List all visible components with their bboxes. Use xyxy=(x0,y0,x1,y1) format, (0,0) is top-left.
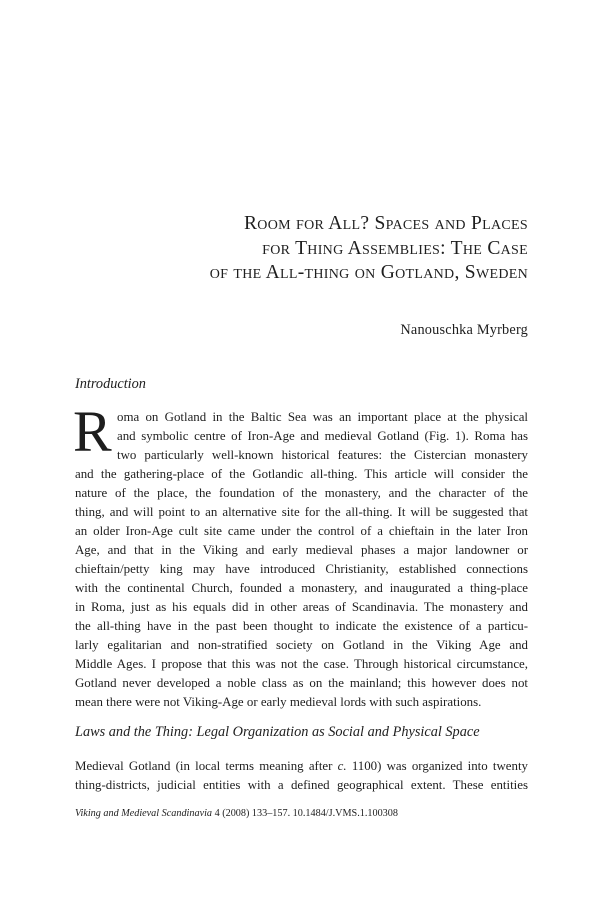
introduction-heading: Introduction xyxy=(75,376,146,392)
title-line: of the All-thing on Gotland, Sweden xyxy=(209,262,528,283)
page-footer xyxy=(75,808,398,819)
drop-cap: R xyxy=(73,399,112,464)
paragraph-line: and the gathering-place of the Gotlandic all-thing. This article will consider the xyxy=(75,467,528,481)
italic-abbreviation: c. xyxy=(337,759,347,773)
paragraph-line: Middle Ages. I propose that this was not the case. Through historical circumstance, xyxy=(75,657,528,671)
text-run: Medieval Gotland (in local terms meaning after xyxy=(75,759,338,773)
text-run: 1100) was organized into twenty xyxy=(346,759,528,773)
author-name: Nanouschka Myrberg xyxy=(400,322,528,338)
paragraph-line: mean there were not Viking-Age or early medieval lords with such aspirations. xyxy=(75,695,482,709)
paragraph-line: chieftain/petty king may have introduced Christianity, established connections xyxy=(75,562,528,576)
title-line: for Thing Assemblies: The Case xyxy=(262,237,528,259)
title-line: Room for All? Spaces and Places xyxy=(244,213,528,234)
paragraph-line: the all-thing have in the past been thought to indicate the existence of a particu- xyxy=(75,619,528,633)
citation: 4 (2008) 133–157. 10.1484/J.VMS.1.100308 xyxy=(212,808,398,819)
paragraph-line: nature of the place, the foundation of the monastery, and the character of the xyxy=(75,486,528,500)
paragraph-line: and symbolic centre of Iron-Age and medieval Gotland (Fig. 1). Roma has xyxy=(117,429,528,443)
laws-section-heading: Laws and the Thing: Legal Organization as Social and Physical Space xyxy=(75,724,480,740)
paragraph-line xyxy=(75,757,528,776)
paragraph-line: in Roma, just as his equals did in other areas of Scandinavia. The monastery and xyxy=(75,600,528,614)
article-title xyxy=(58,212,528,286)
paragraph-line: Age, and that in the Viking and early medieval phases a major landowner or xyxy=(75,543,528,557)
paragraph-line: larly egalitarian and non-stratified society on Gotland in the Viking Age and xyxy=(75,638,528,652)
paragraph-line: two particularly well-known historical features: the Cistercian monastery xyxy=(117,448,528,462)
paragraph-line: thing-districts, judicial entities with a defined geographical extent. These entities xyxy=(75,778,528,792)
paragraph-line: thing, and will point to an alternative site for the all-thing. It will be suggested that xyxy=(75,505,528,519)
paragraph-line: with the continental Church, founded a monastery, and inaugurated a thing-place xyxy=(75,581,528,595)
paragraph-line: oma on Gotland in the Baltic Sea was an important place at the physical xyxy=(117,410,528,424)
journal-name: Viking and Medieval Scandinavia xyxy=(75,808,213,819)
paragraph-line: an older Iron-Age cult site came under the control of a chieftain in the later Iron xyxy=(75,524,528,538)
paragraph-line: Gotland never developed a noble class as on the mainland; this however does not xyxy=(75,676,528,690)
